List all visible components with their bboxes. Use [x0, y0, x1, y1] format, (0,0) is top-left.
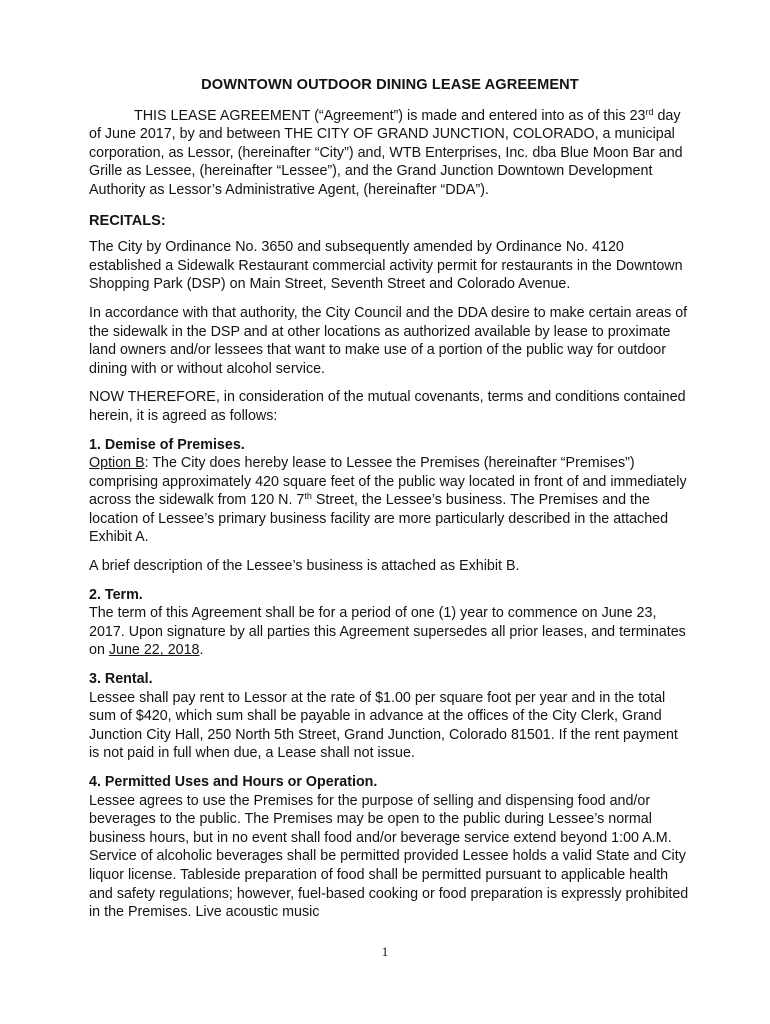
section-2-title: 2. Term. — [89, 586, 143, 603]
section-4-title: 4. Permitted Uses and Hours or Operation. — [89, 774, 378, 790]
document-title: DOWNTOWN OUTDOOR DINING LEASE AGREEMENT — [201, 77, 579, 93]
section-1-superscript: th — [304, 491, 312, 502]
document-body — [89, 76, 691, 932]
section-1-paragraph-2: A brief description of the Lessee’s business is attached as Exhibit B. — [89, 558, 520, 575]
page-number: 1 — [381, 944, 389, 959]
section-1-text-2: Street, the Lessee’s business. The Premises and the location of Lessee’s primary business facility are more particularly described in the attached Exhibit A. — [89, 492, 669, 546]
recital-paragraph-1: The City by Ordinance No. 3650 and subsequently amended by Ordinance No. 4120 established a Sidewalk Restaurant commercial activity permit for restaurants in the Downtown Shopping Park (DSP) on Main Street, Seventh Street and Colorado Avenue. — [89, 239, 683, 293]
recital-paragraph-3: NOW THEREFORE, in consideration of the mutual covenants, terms and conditions contained herein, it is agreed as follows: — [89, 389, 686, 424]
section-4 — [89, 773, 691, 922]
intro-superscript: rd — [645, 106, 654, 117]
intro-text-2: day of June 2017, by and between THE CITY OF GRAND JUNCTION, COLORADO, a municipal corporation, as Lessor, (hereinafter “City”) and, WTB Enterprises, Inc. dba Blue Moon Bar and Grille as Lessee, (hereinafter “Lessee”), and the Grand Junction Downtown Development Authority as Lessor’s Administrative Agent, (hereinafter “DDA”). — [89, 107, 683, 198]
section-3-title: 3. Rental. — [89, 671, 153, 688]
section-1-text-1: : The City does hereby lease to Lessee the Premises (hereinafter “Premises”) comprising approximately 420 square feet of the public way located in front of and immediately across the sidewalk from 120 N. 7 — [89, 455, 687, 509]
section-2-end: . — [199, 642, 204, 659]
recital-paragraph-2: In accordance with that authority, the City Council and the DDA desire to make certain areas of the sidewalk in the DSP and at other locations as authorized available by lease to proximate land owners and/or lessees that want to make use of a portion of the public way for outdoor dining with or without alcohol service. — [89, 304, 688, 377]
recitals-heading: RECITALS: — [89, 212, 166, 229]
section-1 — [89, 436, 691, 548]
section-1-title: 1. Demise of Premises. — [89, 436, 245, 453]
section-3-text: Lessee shall pay rent to Lessor at the rate of $1.00 per square foot per year and in the total sum of $420, which sum shall be payable in advance at the offices of the City Clerk, Grand Junction City Hall, 250 North 5th Street, Grand Junction, Colorado 81501. If the rent payment is not paid in full when due, a Lease shall not issue. — [89, 689, 678, 762]
section-4-text: Lessee agrees to use the Premises for the purpose of selling and dispensing food and/or beverages to the public. The Premises may be open to the public during Lessee’s normal business hours, but in no event shall food and/or beverage service extend beyond 1:00 A.M. Service of alcoholic beverages shall be permitted provided Lessee holds a valid State and City liquor license. Tableside preparation of food shall be permitted pursuant to applicable health and safety regulations; however, fuel-based cooking or food preparation is expressly prohibited in the Premises. Live acoustic music — [89, 792, 689, 921]
option-label: Option B — [89, 455, 145, 472]
section-3 — [89, 670, 691, 763]
section-2-text: The term of this Agreement shall be for a period of one (1) year to commence on June 23, 2017. Upon signature by all parties this Agreement supersedes all prior leases, and terminates on — [89, 605, 686, 659]
termination-date: June 22, 2018 — [108, 642, 200, 659]
section-2 — [89, 586, 691, 660]
intro-text-1: THIS LEASE AGREEMENT (“Agreement”) is made and entered into as of this 23 — [134, 107, 646, 124]
intro-paragraph — [89, 107, 691, 200]
